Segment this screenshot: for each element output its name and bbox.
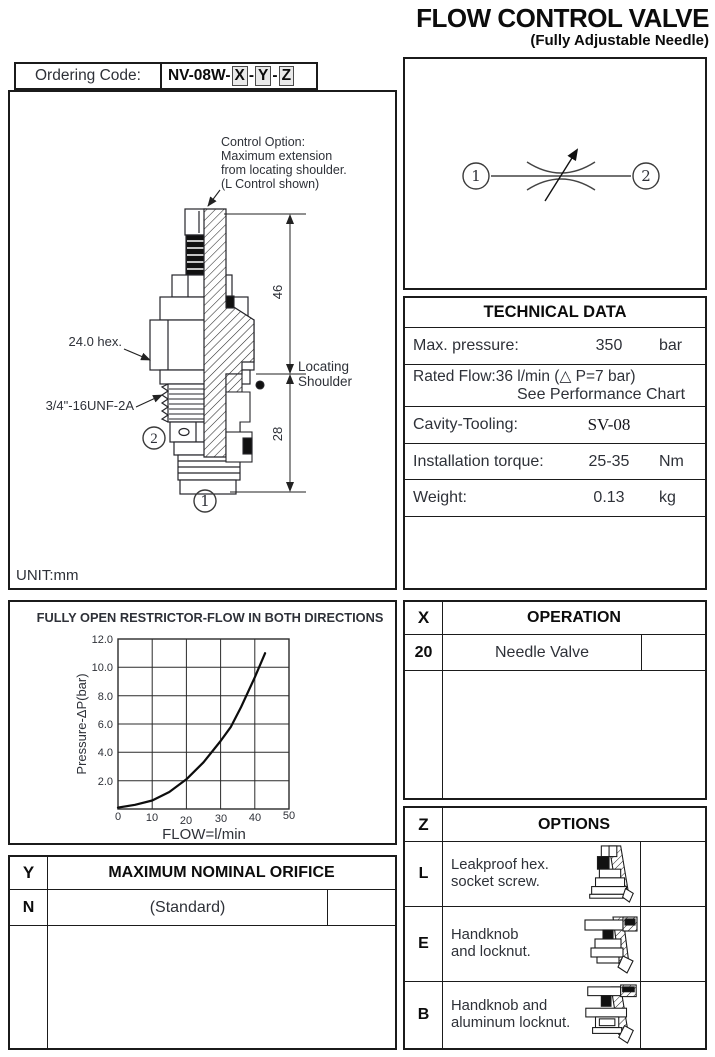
control-option-note-line4: (L Control shown) [221,177,320,191]
x-tick-labels [115,810,295,827]
orifice-label: (Standard) [48,890,328,925]
page-subtitle: (Fully Adjustable Needle) [530,31,709,49]
options-panel [403,806,707,1050]
tech-row-torque [405,444,705,480]
ordering-code-prefix: NV-08W- [167,67,231,84]
tech-label: Rated Flow: [413,368,496,385]
operation-header-row [405,602,705,635]
dimension-28: 28 [270,426,285,442]
orifice-code: N [10,890,48,925]
options-col-letter: Z [405,808,443,841]
restrictor-symbol [491,150,631,201]
ytick: 12.0 [91,634,113,646]
orifice-empty-cell [328,890,395,925]
option-empty-cell [641,907,705,981]
unit-note: UNIT:mm [16,567,79,584]
control-option-note-line1: Control Option: [221,135,306,149]
xtick: 50 [282,810,296,822]
hydraulic-symbol-drawing [405,59,705,288]
option-empty-cell [641,982,705,1048]
xtick: 40 [248,812,262,824]
locating-shoulder-line2: Shoulder [298,374,353,389]
ytick: 10.0 [91,662,113,674]
option-label-line2: and locknut. [451,944,531,960]
performance-chart-panel [8,600,397,845]
operation-panel [403,600,707,800]
valve-cross-section-drawing [10,92,395,588]
dimension-46: 46 [270,284,285,300]
operation-title: OPERATION [527,609,621,626]
tech-label: Cavity-Tooling: [413,416,518,433]
option-label-line2: socket screw. [451,874,540,890]
tech-row-max-pressure [405,328,705,365]
option-code: L [405,842,443,906]
technical-data-title: TECHNICAL DATA [405,298,705,328]
tech-row-cavity [405,407,705,444]
ordering-code-value: NV-08W- X - Y - Z [162,64,301,88]
tech-label: Weight: [413,489,467,506]
tech-value: 350 [595,337,623,354]
option-content [443,907,641,981]
option-row-B [405,982,705,1048]
chart-title: FULLY OPEN RESTRICTOR-FLOW IN BOTH DIRECTIONS [36,610,384,625]
tech-empty-area [405,517,705,588]
operation-empty-code-col [405,671,443,798]
control-option-note-line3: from locating shoulder. [221,163,347,177]
tech-value: 0.13 [593,489,625,506]
chart-grid [118,639,289,809]
tech-unit: kg [659,489,676,506]
handknob-locknut-cross-section-icon [582,912,640,976]
x-axis-label: FLOW=l/min [162,826,246,843]
tech-note: See Performance Chart [517,386,686,403]
operation-empty-cell [642,635,705,670]
option-content [443,842,641,906]
tech-unit: Nm [659,452,684,470]
ordering-code-bar [14,62,318,90]
tech-row-weight [405,480,705,517]
operation-col-letter: X [405,602,443,634]
valve-section-hatch-lower [226,374,242,392]
orifice-row [10,890,395,926]
options-title: OPTIONS [537,815,610,833]
option-content [443,982,641,1048]
tech-label: Installation torque: [413,452,544,470]
orifice-empty-body [48,926,395,1048]
operation-empty-body [443,671,705,798]
symbol-port1-number: 1 [471,167,481,185]
option-label [451,927,582,962]
page-title: FLOW CONTROL VALVE [416,3,709,33]
option-label [451,998,582,1033]
locating-shoulder-line1: Locating [298,359,350,374]
operation-row [405,635,705,671]
option-label-line1: Leakproof hex. [451,856,549,873]
hydraulic-symbol-panel [403,57,707,290]
orifice-empty-area [10,926,395,1048]
operation-code: 20 [405,635,443,670]
performance-chart [10,602,395,843]
thread-spec-leader [136,395,162,407]
tech-unit: bar [659,337,683,354]
xtick: 30 [214,813,228,825]
xtick: 10 [145,812,159,824]
operation-empty-area [405,671,705,798]
tech-value: 36 l/min (△ P=7 bar) [495,368,636,385]
option-label-line2: aluminum locknut. [451,1015,571,1031]
ordering-code-label: Ordering Code: [16,64,162,88]
option-code: E [405,907,443,981]
option-empty-cell [641,842,705,906]
xtick: 0 [114,811,122,823]
operation-label: Needle Valve [443,635,642,670]
ordering-code-y: Y [255,66,271,85]
hex-size-label: 24.0 hex. [68,334,122,349]
ytick: 4.0 [97,747,113,759]
hex-socket-screw-cross-section-icon [582,844,640,904]
ordering-code-x: X [232,66,248,85]
orifice-header-row [10,857,395,890]
header [416,4,709,49]
ytick: 2.0 [97,776,113,788]
port1-number: 1 [200,492,210,510]
y-tick-labels [92,634,113,788]
symbol-port2-number: 2 [641,167,651,185]
control-option-leader [208,190,220,206]
ytick: 8.0 [97,691,113,703]
port2-number: 2 [150,431,158,447]
control-option-note-line2: Maximum extension [221,149,333,163]
tech-label: Max. pressure: [413,337,519,354]
tech-value: SV-08 [587,415,631,434]
xtick: 20 [179,815,193,827]
orifice-empty-code-col [10,926,48,1048]
orifice-panel [8,855,397,1050]
tech-row-rated-flow [405,365,705,407]
technical-data-panel [403,296,707,590]
option-label-line1: Handknob and [451,997,548,1014]
ytick: 6.0 [97,719,113,731]
options-header-row [405,808,705,842]
orifice-title: MAXIMUM NOMINAL ORIFICE [108,864,335,881]
valve-drawing-panel [8,90,397,590]
ordering-code-z: Z [279,66,294,85]
hex-size-leader [124,349,150,360]
option-code: B [405,982,443,1048]
ordering-code-empty-cell [301,64,316,88]
thread-spec-label: 3/4"-16UNF-2A [45,398,134,413]
option-label [451,857,582,892]
orifice-col-letter: Y [10,857,48,889]
flow-pressure-curve [118,653,265,807]
tech-value: 25-35 [588,452,630,470]
handknob-aluminum-locknut-cross-section-icon [582,984,640,1046]
option-row-L [405,842,705,907]
option-label-line1: Handknob [451,926,519,943]
option-row-E [405,907,705,982]
y-axis-label: Pressure-ΔP(bar) [74,673,89,775]
